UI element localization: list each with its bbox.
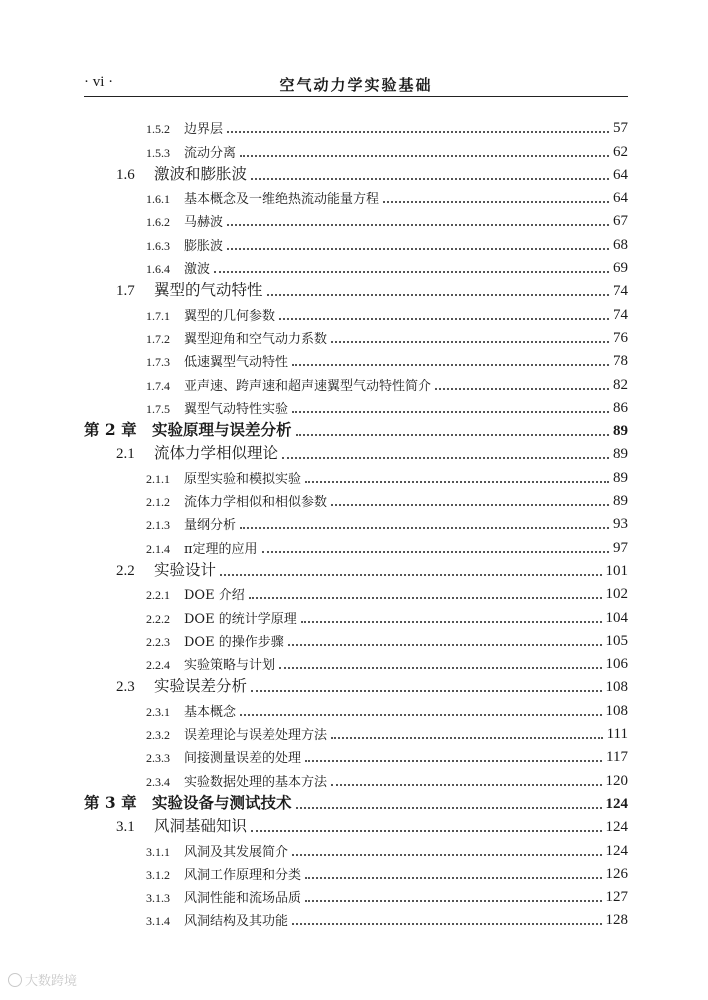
toc-entry-page: 124: [605, 795, 628, 812]
toc-entry-number: 2.2.2: [146, 611, 170, 626]
toc-section[interactable]: [84, 557, 628, 580]
toc-entry-page: 128: [605, 912, 628, 929]
toc-entry-number: 2.2.3: [146, 634, 170, 649]
toc-entry-title: 实验策略与计划: [184, 658, 276, 674]
toc-entry-number: 2.3.2: [146, 728, 170, 743]
toc-entry-number: 1.7.2: [146, 331, 170, 346]
toc-subsection[interactable]: [84, 650, 628, 673]
toc-entry-page: 101: [605, 562, 628, 579]
toc-entry-page: 97: [613, 539, 628, 556]
toc-entry-number: 2.3: [116, 679, 135, 696]
dot-leader: [267, 294, 609, 296]
toc-entry-title: π定理的应用: [184, 541, 258, 557]
toc-entry-title: 风洞及其发展简介: [184, 844, 289, 860]
toc-entry-page: 74: [613, 306, 628, 323]
toc-subsection[interactable]: [84, 766, 628, 789]
toc-entry-page: 124: [605, 842, 628, 859]
toc-entry-title: 亚声速、跨声速和超声速翼型气动特性简介: [184, 378, 432, 394]
watermark-logo-icon: [8, 973, 22, 987]
dot-leader: [292, 411, 609, 413]
toc-entry-page: 127: [605, 889, 628, 906]
toc-entry-number: 3.1.3: [146, 891, 170, 906]
toc-entry-title: 量纲分析: [184, 518, 237, 534]
watermark: [8, 970, 77, 989]
toc-subsection[interactable]: [84, 580, 628, 603]
dot-leader: [292, 923, 601, 925]
dot-leader: [288, 644, 602, 646]
toc-entry-title: 激波和膨胀波: [154, 164, 248, 183]
dot-leader: [282, 457, 609, 459]
toc-subsection[interactable]: [84, 324, 628, 347]
toc-entry-page: 126: [605, 865, 628, 882]
page-header: [84, 70, 628, 96]
dot-leader: [331, 341, 609, 343]
dot-leader: [220, 574, 601, 576]
toc-entry-page: 64: [613, 166, 628, 183]
dot-leader: [305, 900, 601, 902]
toc-entry-title: 间接测量误差的处理: [184, 751, 302, 767]
toc-entry-title: 激波: [184, 262, 211, 278]
toc-subsection[interactable]: [84, 720, 628, 743]
dot-leader: [214, 271, 609, 273]
toc-entry-page: 108: [605, 702, 628, 719]
toc-entry-page: 64: [613, 190, 628, 207]
dot-leader: [251, 178, 609, 180]
toc-section[interactable]: [84, 813, 628, 836]
toc-entry-title: 流动分离: [184, 145, 237, 161]
toc-entry-page: 67: [613, 213, 628, 230]
toc-entry-number: 2.3.4: [146, 774, 170, 789]
toc-subsection[interactable]: [84, 394, 628, 417]
toc-entry-title: 风洞工作原理和分类: [184, 867, 302, 883]
dot-leader: [292, 364, 609, 366]
dot-leader: [305, 760, 602, 762]
dot-leader: [262, 551, 609, 553]
dot-leader: [251, 690, 601, 692]
dot-leader: [292, 854, 601, 856]
table-of-contents: [84, 114, 628, 929]
toc-entry-title: 边界层: [184, 122, 224, 138]
toc-subsection[interactable]: [84, 370, 628, 393]
toc-entry-page: 89: [613, 493, 628, 510]
toc-entry-page: 117: [606, 749, 628, 766]
toc-subsection[interactable]: [84, 347, 628, 370]
toc-entry-page: 102: [605, 586, 628, 603]
toc-entry-number: 3.1.4: [146, 914, 170, 929]
toc-subsection[interactable]: [84, 207, 628, 230]
toc-subsection[interactable]: [84, 184, 628, 207]
toc-entry-number: 3.1.1: [146, 844, 170, 859]
toc-entry-number: 1.6.4: [146, 262, 170, 277]
toc-entry-title: DOE 的统计学原理: [184, 611, 297, 627]
toc-entry-title: 膨胀波: [184, 238, 224, 254]
toc-entry-title: 实验原理与误差分析: [152, 420, 292, 440]
dot-leader: [331, 784, 601, 786]
toc-subsection[interactable]: [84, 627, 628, 650]
toc-entry-page: 93: [613, 516, 628, 533]
watermark-text: 大数跨境: [25, 974, 78, 989]
dot-leader: [240, 155, 609, 157]
dot-leader: [435, 388, 609, 390]
toc-entry-page: 82: [613, 376, 628, 393]
toc-entry-title: 流体力学相似和相似参数: [184, 495, 328, 511]
toc-entry-title: 流体力学相似理论: [154, 444, 279, 463]
toc-entry-page: 108: [605, 679, 628, 696]
toc-chapter[interactable]: [84, 790, 628, 813]
dot-leader: [279, 667, 601, 669]
toc-entry-number: 1.6.3: [146, 238, 170, 253]
toc-entry-number: 2.3.3: [146, 751, 170, 766]
toc-entry-page: 89: [613, 469, 628, 486]
toc-entry-number: 1.7.5: [146, 401, 170, 416]
toc-entry-number: 1.5.2: [146, 122, 170, 137]
toc-entry-page: 78: [613, 353, 628, 370]
toc-subsection[interactable]: [84, 510, 628, 533]
page-number: · vi ·: [84, 74, 114, 90]
header-rule: [84, 96, 628, 97]
toc-entry-number: 2.3.1: [146, 704, 170, 719]
toc-entry-title: 基本概念: [184, 704, 237, 720]
toc-subsection[interactable]: [84, 230, 628, 253]
dot-leader: [279, 318, 609, 320]
toc-section[interactable]: [84, 440, 628, 463]
dot-leader: [305, 481, 609, 483]
toc-entry-page: 104: [605, 609, 628, 626]
toc-entry-title: 风洞基础知识: [154, 817, 248, 836]
toc-entry-number: 1.6.1: [146, 192, 170, 207]
toc-entry-number: 3.1: [116, 819, 135, 836]
toc-entry-title: 基本概念及一维绝热流动能量方程: [184, 192, 380, 208]
toc-entry-title: 马赫波: [184, 215, 224, 231]
toc-entry-number: 2.1.4: [146, 541, 170, 556]
toc-entry-page: 86: [613, 399, 628, 416]
toc-entry-number: 1.5.3: [146, 145, 170, 160]
dot-leader: [227, 224, 609, 226]
toc-entry-number: 1.6.2: [146, 215, 170, 230]
dot-leader: [251, 830, 601, 832]
toc-subsection[interactable]: [84, 137, 628, 160]
toc-entry-title: 翼型气动特性实验: [184, 401, 289, 417]
toc-entry-page: 68: [613, 236, 628, 253]
toc-entry-title: 风洞结构及其功能: [184, 914, 289, 930]
toc-entry-title: DOE 的操作步骤: [184, 634, 284, 650]
dot-leader: [305, 877, 601, 879]
toc-entry-number: 2.1.1: [146, 471, 170, 486]
dot-leader: [249, 597, 602, 599]
toc-subsection[interactable]: [84, 463, 628, 486]
toc-entry-number: 1.7: [116, 283, 135, 300]
dot-leader: [331, 737, 603, 739]
toc-entry-page: 57: [613, 120, 628, 137]
toc-subsection[interactable]: [84, 883, 628, 906]
toc-entry-title: 翼型的几何参数: [184, 308, 276, 324]
toc-entry-title: 翼型的气动特性: [154, 281, 263, 300]
toc-subsection[interactable]: [84, 906, 628, 929]
toc-entry-page: 105: [605, 632, 628, 649]
toc-entry-title: 实验设备与测试技术: [152, 792, 292, 812]
dot-leader: [227, 131, 609, 133]
toc-entry-page: 76: [613, 329, 628, 346]
toc-entry-number: 2.1: [116, 446, 135, 463]
toc-section[interactable]: [84, 161, 628, 184]
toc-entry-number: 2.1.3: [146, 518, 170, 533]
toc-entry-title: 原型实验和模拟实验: [184, 471, 302, 487]
toc-entry-number: 1.7.4: [146, 378, 170, 393]
toc-entry-page: 120: [605, 772, 628, 789]
dot-leader: [383, 201, 609, 203]
toc-subsection[interactable]: [84, 836, 628, 859]
dot-leader: [296, 434, 609, 436]
toc-chapter[interactable]: [84, 417, 628, 440]
toc-subsection[interactable]: [84, 603, 628, 626]
toc-subsection[interactable]: [84, 254, 628, 277]
toc-entry-title: 误差理论与误差处理方法: [184, 728, 328, 744]
toc-entry-number: 2.2: [116, 562, 135, 579]
toc-subsection[interactable]: [84, 487, 628, 510]
toc-entry-title: 翼型迎角和空气动力系数: [184, 331, 328, 347]
toc-subsection[interactable]: [84, 114, 628, 137]
toc-entry-title: 实验误差分析: [154, 677, 248, 696]
toc-entry-page: 74: [613, 283, 628, 300]
dot-leader: [301, 621, 602, 623]
toc-entry-page: 111: [606, 726, 628, 743]
toc-entry-number: 2.2.4: [146, 658, 170, 673]
dot-leader: [296, 807, 602, 809]
toc-entry-title: 实验数据处理的基本方法: [184, 774, 328, 790]
toc-section[interactable]: [84, 673, 628, 696]
toc-entry-number: 第 3 章: [84, 792, 137, 812]
toc-entry-title: 风洞性能和流场品质: [184, 891, 302, 907]
toc-entry-page: 89: [613, 446, 628, 463]
toc-entry-number: 1.6: [116, 166, 135, 183]
toc-entry-page: 124: [605, 819, 628, 836]
book-title: 空气动力学实验基础: [279, 76, 433, 94]
dot-leader: [227, 248, 609, 250]
toc-entry-number: 2.2.1: [146, 588, 170, 603]
toc-section[interactable]: [84, 277, 628, 300]
toc-subsection[interactable]: [84, 300, 628, 323]
toc-entry-page: 89: [613, 423, 628, 440]
toc-subsection[interactable]: [84, 743, 628, 766]
toc-entry-number: 3.1.2: [146, 867, 170, 882]
dot-leader: [240, 714, 601, 716]
toc-entry-number: 第 2 章: [84, 420, 137, 440]
toc-subsection[interactable]: [84, 696, 628, 719]
toc-entry-number: 2.1.2: [146, 495, 170, 510]
toc-entry-page: 106: [605, 656, 628, 673]
toc-entry-number: 1.7.3: [146, 355, 170, 370]
toc-entry-title: 实验设计: [154, 560, 217, 579]
toc-subsection[interactable]: [84, 533, 628, 556]
dot-leader: [331, 504, 609, 506]
toc-subsection[interactable]: [84, 860, 628, 883]
toc-entry-page: 69: [613, 260, 628, 277]
toc-entry-page: 62: [613, 143, 628, 160]
toc-entry-title: DOE 介绍: [184, 588, 245, 604]
dot-leader: [240, 527, 609, 529]
toc-entry-title: 低速翼型气动特性: [184, 355, 289, 371]
toc-entry-number: 1.7.1: [146, 308, 170, 323]
